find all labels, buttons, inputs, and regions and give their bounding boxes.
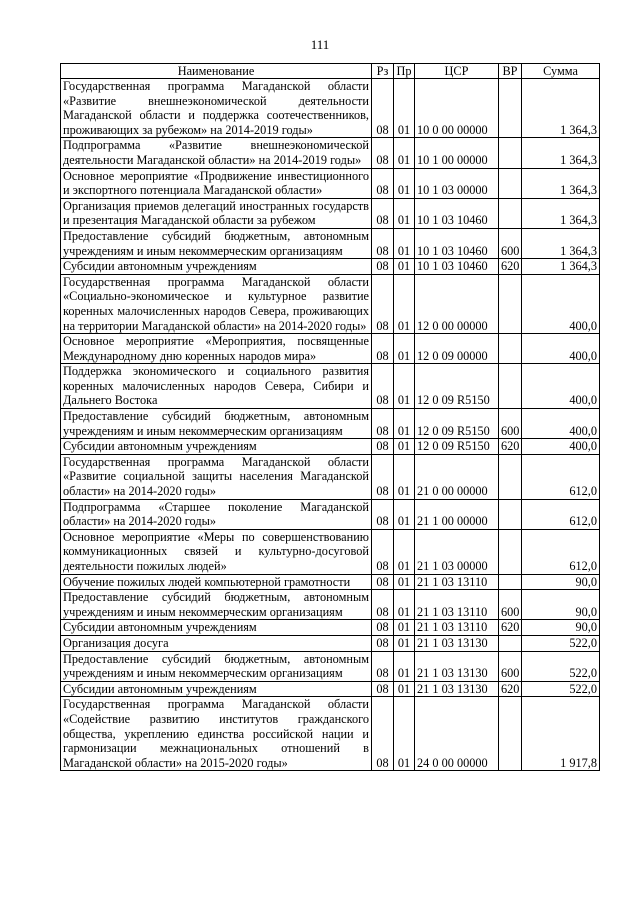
row-pr-cell: 01 [394, 681, 415, 697]
row-csr-cell: 10 1 00 00000 [415, 138, 499, 168]
row-sum-cell: 612,0 [522, 454, 600, 499]
row-csr-cell: 12 0 09 R5150 [415, 409, 499, 439]
row-sum-cell: 522,0 [522, 681, 600, 697]
table-row [61, 635, 600, 651]
row-csr-cell: 21 0 00 00000 [415, 454, 499, 499]
row-sum-cell: 612,0 [522, 529, 600, 574]
row-pr-cell: 01 [394, 651, 415, 681]
row-csr-cell: 10 1 03 00000 [415, 168, 499, 198]
row-pr-cell: 01 [394, 635, 415, 651]
row-pr-cell: 01 [394, 409, 415, 439]
row-csr-cell: 10 1 03 10460 [415, 198, 499, 228]
row-sum-cell: 612,0 [522, 499, 600, 529]
row-pr-cell: 01 [394, 79, 415, 138]
row-sum-cell: 522,0 [522, 651, 600, 681]
row-name-cell: Поддержка экономического и социального развития коренных малочисленных народов Севера, Сибири и Дальнего Востока [61, 364, 372, 409]
row-csr-cell: 12 0 09 00000 [415, 334, 499, 364]
row-rz-cell: 08 [372, 198, 394, 228]
table-row [61, 439, 600, 455]
table-row [61, 651, 600, 681]
row-rz-cell: 08 [372, 499, 394, 529]
row-rz-cell: 08 [372, 274, 394, 333]
row-rz-cell: 08 [372, 439, 394, 455]
row-name-cell: Организация досуга [61, 635, 372, 651]
table-row [61, 228, 600, 258]
column-header-vr: ВР [499, 64, 522, 79]
row-vr-cell [499, 198, 522, 228]
column-header-csr: ЦСР [415, 64, 499, 79]
row-vr-cell [499, 697, 522, 771]
table-row [61, 620, 600, 636]
table-row [61, 697, 600, 771]
row-vr-cell [499, 274, 522, 333]
row-sum-cell: 1 364,3 [522, 138, 600, 168]
row-vr-cell: 600 [499, 228, 522, 258]
row-rz-cell: 08 [372, 651, 394, 681]
row-rz-cell: 08 [372, 259, 394, 275]
row-name-cell: Предоставление субсидий бюджетным, автономным учреждениям и иным некоммерческим организациям [61, 228, 372, 258]
row-csr-cell: 12 0 09 R5150 [415, 364, 499, 409]
row-rz-cell: 08 [372, 409, 394, 439]
row-rz-cell: 08 [372, 334, 394, 364]
table-row [61, 454, 600, 499]
row-csr-cell: 21 1 00 00000 [415, 499, 499, 529]
row-rz-cell: 08 [372, 590, 394, 620]
row-name-cell: Субсидии автономным учреждениям [61, 620, 372, 636]
row-sum-cell: 400,0 [522, 409, 600, 439]
table-row [61, 499, 600, 529]
row-csr-cell: 10 1 03 10460 [415, 259, 499, 275]
row-pr-cell: 01 [394, 168, 415, 198]
row-name-cell: Субсидии автономным учреждениям [61, 259, 372, 275]
row-csr-cell: 12 0 09 R5150 [415, 439, 499, 455]
table-row [61, 529, 600, 574]
row-name-cell: Основное мероприятие «Меры по совершенствованию коммуникационных связей и культурно-досуговой деятельности пожилых людей» [61, 529, 372, 574]
row-pr-cell: 01 [394, 198, 415, 228]
row-pr-cell: 01 [394, 364, 415, 409]
row-csr-cell: 12 0 00 00000 [415, 274, 499, 333]
row-pr-cell: 01 [394, 439, 415, 455]
row-vr-cell: 620 [499, 439, 522, 455]
column-header-pr: Пр [394, 64, 415, 79]
row-name-cell: Подпрограмма «Старшее поколение Магаданской области» на 2014-2020 годы» [61, 499, 372, 529]
table-row [61, 138, 600, 168]
row-sum-cell: 1 364,3 [522, 79, 600, 138]
row-csr-cell: 21 1 03 13130 [415, 651, 499, 681]
row-name-cell: Государственная программа Магаданской области «Развитие внешнеэкономической деятельности Магаданской области и поддержка соотечественников, проживающих за рубежом» на 2014-2019 годы» [61, 79, 372, 138]
row-vr-cell [499, 364, 522, 409]
row-csr-cell: 10 0 00 00000 [415, 79, 499, 138]
row-name-cell: Государственная программа Магаданской области «Развитие социальной защиты населения Магаданской области» на 2014-2020 годы» [61, 454, 372, 499]
row-csr-cell: 10 1 03 10460 [415, 228, 499, 258]
row-pr-cell: 01 [394, 138, 415, 168]
row-rz-cell: 08 [372, 138, 394, 168]
row-vr-cell [499, 334, 522, 364]
row-vr-cell: 600 [499, 409, 522, 439]
row-rz-cell: 08 [372, 620, 394, 636]
row-name-cell: Субсидии автономным учреждениям [61, 439, 372, 455]
table-row [61, 259, 600, 275]
row-csr-cell: 21 1 03 00000 [415, 529, 499, 574]
row-name-cell: Основное мероприятие «Продвижение инвестиционного и экспортного потенциала Магаданской области» [61, 168, 372, 198]
row-sum-cell: 1 364,3 [522, 168, 600, 198]
row-rz-cell: 08 [372, 454, 394, 499]
row-sum-cell: 1 364,3 [522, 228, 600, 258]
row-csr-cell: 24 0 00 00000 [415, 697, 499, 771]
row-csr-cell: 21 1 03 13110 [415, 620, 499, 636]
table-row [61, 681, 600, 697]
row-name-cell: Обучение пожилых людей компьютерной грамотности [61, 574, 372, 590]
row-name-cell: Предоставление субсидий бюджетным, автономным учреждениям и иным некоммерческим организациям [61, 590, 372, 620]
header-row [61, 64, 600, 79]
row-sum-cell: 1 364,3 [522, 259, 600, 275]
row-vr-cell: 620 [499, 259, 522, 275]
row-vr-cell [499, 529, 522, 574]
table-row [61, 409, 600, 439]
row-vr-cell [499, 79, 522, 138]
budget-table [60, 63, 600, 771]
row-vr-cell: 600 [499, 590, 522, 620]
row-rz-cell: 08 [372, 681, 394, 697]
row-sum-cell: 1 917,8 [522, 697, 600, 771]
row-pr-cell: 01 [394, 274, 415, 333]
row-csr-cell: 21 1 03 13110 [415, 590, 499, 620]
column-header-sum: Сумма [522, 64, 600, 79]
row-name-cell: Государственная программа Магаданской области «Социально-экономическое и культурное развитие коренных малочисленных народов Севера, проживающих на территории Магаданской области» на 2014-2020 годы» [61, 274, 372, 333]
row-vr-cell: 620 [499, 681, 522, 697]
row-sum-cell: 522,0 [522, 635, 600, 651]
table-row [61, 574, 600, 590]
row-csr-cell: 21 1 03 13130 [415, 681, 499, 697]
row-csr-cell: 21 1 03 13130 [415, 635, 499, 651]
row-vr-cell [499, 168, 522, 198]
row-sum-cell: 400,0 [522, 364, 600, 409]
row-vr-cell: 600 [499, 651, 522, 681]
row-name-cell: Государственная программа Магаданской области «Содействие развитию институтов гражданского общества, укреплению единства российской нации и гармонизации межнациональных отношений в Магаданской области» на 2015-2020 годы» [61, 697, 372, 771]
column-header-rz: Рз [372, 64, 394, 79]
row-rz-cell: 08 [372, 697, 394, 771]
row-vr-cell [499, 454, 522, 499]
row-vr-cell [499, 635, 522, 651]
row-pr-cell: 01 [394, 454, 415, 499]
row-name-cell: Предоставление субсидий бюджетным, автономным учреждениям и иным некоммерческим организациям [61, 651, 372, 681]
row-rz-cell: 08 [372, 635, 394, 651]
row-pr-cell: 01 [394, 228, 415, 258]
row-sum-cell: 400,0 [522, 274, 600, 333]
row-rz-cell: 08 [372, 529, 394, 574]
table-row [61, 590, 600, 620]
row-pr-cell: 01 [394, 574, 415, 590]
row-sum-cell: 90,0 [522, 620, 600, 636]
row-pr-cell: 01 [394, 499, 415, 529]
table-header [61, 64, 600, 79]
row-sum-cell: 90,0 [522, 590, 600, 620]
row-pr-cell: 01 [394, 334, 415, 364]
row-name-cell: Предоставление субсидий бюджетным, автономным учреждениям и иным некоммерческим организациям [61, 409, 372, 439]
row-sum-cell: 400,0 [522, 334, 600, 364]
row-sum-cell: 1 364,3 [522, 198, 600, 228]
row-name-cell: Подпрограмма «Развитие внешнеэкономической деятельности Магаданской области» на 2014-2019 годы» [61, 138, 372, 168]
row-rz-cell: 08 [372, 574, 394, 590]
row-vr-cell [499, 574, 522, 590]
row-pr-cell: 01 [394, 697, 415, 771]
row-csr-cell: 21 1 03 13110 [415, 574, 499, 590]
row-sum-cell: 90,0 [522, 574, 600, 590]
row-name-cell: Субсидии автономным учреждениям [61, 681, 372, 697]
row-rz-cell: 08 [372, 228, 394, 258]
row-vr-cell [499, 138, 522, 168]
row-rz-cell: 08 [372, 79, 394, 138]
row-pr-cell: 01 [394, 620, 415, 636]
table-row [61, 79, 600, 138]
row-sum-cell: 400,0 [522, 439, 600, 455]
row-pr-cell: 01 [394, 259, 415, 275]
row-vr-cell [499, 499, 522, 529]
row-pr-cell: 01 [394, 529, 415, 574]
row-name-cell: Основное мероприятие «Мероприятия, посвященные Международному дню коренных народов мира» [61, 334, 372, 364]
page-number: 111 [310, 37, 330, 52]
table-row [61, 198, 600, 228]
table-row [61, 334, 600, 364]
table-row [61, 364, 600, 409]
column-header-name: Наименование [61, 64, 372, 79]
row-rz-cell: 08 [372, 168, 394, 198]
table-row [61, 168, 600, 198]
table-body [61, 79, 600, 771]
table-row [61, 274, 600, 333]
row-rz-cell: 08 [372, 364, 394, 409]
row-name-cell: Организация приемов делегаций иностранных государств и презентация Магаданской области за рубежом [61, 198, 372, 228]
row-pr-cell: 01 [394, 590, 415, 620]
row-vr-cell: 620 [499, 620, 522, 636]
